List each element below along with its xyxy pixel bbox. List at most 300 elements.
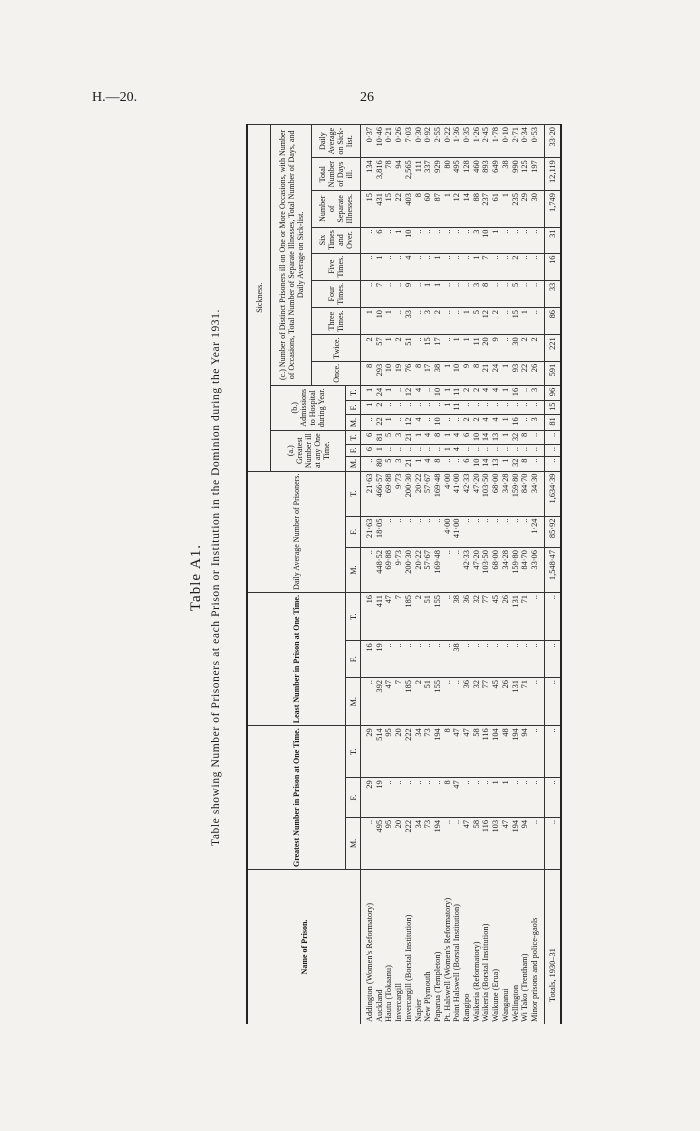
sub-m: M. (346, 817, 361, 869)
sub-f: F. (346, 445, 361, 457)
greatest-f: 1 (501, 778, 511, 818)
daily-t: 103·50 (481, 471, 491, 516)
count-once: 24 (491, 361, 501, 385)
daily-f: 18·05 (375, 516, 385, 548)
count-twice: 2 (530, 335, 544, 362)
count-four: .. (414, 280, 424, 307)
sick-a-m: 14 (481, 456, 491, 471)
daily-f: .. (462, 516, 472, 548)
total-days: 111 (414, 158, 424, 191)
count-twice: 51 (404, 335, 414, 362)
count-six: .. (433, 227, 443, 253)
daily-t: 34·30 (530, 471, 544, 516)
count-once: 22 (520, 361, 530, 385)
sick-a-t: 1 (414, 430, 424, 444)
col-header-three: Three Times. (312, 308, 361, 335)
table-row (472, 125, 482, 1025)
daily-t: 41·00 (452, 471, 462, 516)
prison-name: Wanganui (501, 870, 511, 1025)
count-once: 293 (375, 361, 385, 385)
count-four: 3 (472, 280, 482, 307)
daily-average-sick: 0·22 (443, 125, 453, 158)
daily-t: 4·00 (443, 471, 453, 516)
table-row (511, 125, 521, 1025)
sick-a-m: 1 (414, 456, 424, 471)
table-row (433, 125, 443, 1025)
sick-a-t: 6 (462, 430, 472, 444)
total-days: 125 (520, 158, 530, 191)
count-three: .. (452, 308, 462, 335)
sick-b-f: .. (433, 400, 443, 415)
least-m: 51 (423, 678, 433, 726)
least-m: 32 (472, 678, 482, 726)
count-five: 1 (375, 253, 385, 280)
least-t: 71 (520, 593, 530, 641)
daily-f: .. (481, 516, 491, 548)
count-once: 591 (544, 361, 561, 385)
count-five: 1 (433, 253, 443, 280)
greatest-m: 58 (472, 817, 482, 869)
count-four: 5 (511, 280, 521, 307)
count-five: 1 (472, 253, 482, 280)
daily-f: 21·63 (361, 516, 375, 548)
least-m: 36 (462, 678, 472, 726)
daily-m: 1,548·47 (544, 548, 561, 593)
sick-a-t: 1 (443, 430, 453, 444)
count-twice: 1 (452, 335, 462, 362)
prison-name: Waikeria (Reformatory) (472, 870, 482, 1025)
least-f: .. (414, 641, 424, 678)
sub-f: F. (346, 516, 361, 548)
col-header-daily-avg: Daily Average on Sick-list. (312, 125, 361, 158)
table-row (481, 125, 491, 1025)
greatest-m: 495 (375, 817, 385, 869)
count-four: .. (394, 280, 404, 307)
sick-a-m: 21 (404, 456, 414, 471)
daily-m: 47·20 (472, 548, 482, 593)
sick-a-f: .. (414, 445, 424, 457)
prison-name: Totals, 1930–31 (544, 870, 561, 1025)
least-m: 77 (481, 678, 491, 726)
least-f: .. (511, 641, 521, 678)
sick-a-t: 14 (481, 430, 491, 444)
sub-t: T. (346, 593, 361, 641)
count-once: 9 (462, 361, 472, 385)
greatest-t: 29 (361, 726, 375, 778)
sick-b-f: 1 (361, 400, 375, 415)
daily-f: .. (501, 516, 511, 548)
least-m: 131 (511, 678, 521, 726)
count-four: .. (520, 280, 530, 307)
sick-b-m: 4 (414, 415, 424, 431)
count-five: 2 (511, 253, 521, 280)
sick-a-f: .. (394, 445, 404, 457)
least-t: 2 (414, 593, 424, 641)
greatest-f: 8 (443, 778, 453, 818)
sick-a-m: 8 (433, 456, 443, 471)
total-days: 128 (462, 158, 472, 191)
total-days: 78 (384, 158, 394, 191)
count-three: 1 (462, 308, 472, 335)
greatest-f: .. (511, 778, 521, 818)
least-f: .. (530, 641, 544, 678)
daily-m: 84·70 (520, 548, 530, 593)
count-six: .. (520, 227, 530, 253)
sick-b-m: .. (520, 415, 530, 431)
separate-illnesses: 237 (481, 191, 491, 227)
total-days: 893 (481, 158, 491, 191)
daily-f: .. (491, 516, 501, 548)
sick-b-m: 2 (472, 415, 482, 431)
table-row (404, 125, 414, 1025)
table-row (452, 125, 462, 1025)
sick-b-m: 16 (511, 415, 521, 431)
sick-b-f: 2 (375, 400, 385, 415)
prison-name: Minor prisons and police-gaols (530, 870, 544, 1025)
least-t: 77 (481, 593, 491, 641)
total-days: 134 (361, 158, 375, 191)
sick-b-f: 1 (443, 400, 453, 415)
daily-t: 57·67 (423, 471, 433, 516)
least-f: .. (394, 641, 404, 678)
sick-b-t: 10 (433, 385, 443, 400)
least-f: .. (481, 641, 491, 678)
sick-a-t: 3 (394, 430, 404, 444)
sick-b-f: .. (491, 400, 501, 415)
least-f: .. (443, 641, 453, 678)
prison-name: Invercargill (Borstal Institution) (404, 870, 414, 1025)
daily-m: 200·30 (404, 548, 414, 593)
sick-a-f: .. (491, 445, 501, 457)
sick-a-m: 4 (423, 456, 433, 471)
table-body (361, 125, 562, 1025)
totals-row (544, 125, 561, 1025)
separate-illnesses: 29 (520, 191, 530, 227)
greatest-t: 194 (433, 726, 443, 778)
greatest-m: 20 (394, 817, 404, 869)
sick-b-t: 24 (375, 385, 385, 400)
sick-b-f: .. (384, 400, 394, 415)
table-row (384, 125, 394, 1025)
least-t: 411 (375, 593, 385, 641)
count-twice: .. (414, 335, 424, 362)
greatest-t: 116 (481, 726, 491, 778)
count-three: .. (443, 308, 453, 335)
separate-illnesses: 12 (452, 191, 462, 227)
count-twice: 30 (511, 335, 521, 362)
count-twice: 221 (544, 335, 561, 362)
table-row (530, 125, 544, 1025)
separate-illnesses: 60 (423, 191, 433, 227)
daily-m: .. (452, 548, 462, 593)
separate-illnesses: 1,749 (544, 191, 561, 227)
least-m: 185 (404, 678, 414, 726)
sick-a-t: 81 (375, 430, 385, 444)
least-t: 38 (452, 593, 462, 641)
count-twice: 11 (472, 335, 482, 362)
daily-f: 85·92 (544, 516, 561, 548)
greatest-m: 47 (462, 817, 472, 869)
prisoners-table (246, 124, 562, 1024)
count-five: 16 (544, 253, 561, 280)
daily-m: 69·88 (384, 548, 394, 593)
count-six: .. (462, 227, 472, 253)
daily-m: 448·52 (375, 548, 385, 593)
count-four: 8 (481, 280, 491, 307)
greatest-f: .. (481, 778, 491, 818)
least-t: 26 (501, 593, 511, 641)
count-six: .. (452, 227, 462, 253)
table-row (375, 125, 385, 1025)
daily-average-sick: 2·45 (481, 125, 491, 158)
sick-b-m: 4 (491, 415, 501, 431)
count-twice: .. (443, 335, 453, 362)
least-m: 155 (433, 678, 443, 726)
sick-a-f: .. (384, 445, 394, 457)
greatest-m: .. (361, 817, 375, 869)
sick-b-f: 15 (544, 400, 561, 415)
separate-illnesses: 61 (491, 191, 501, 227)
count-six: 10 (404, 227, 414, 253)
count-four: .. (462, 280, 472, 307)
sick-a-f: .. (520, 445, 530, 457)
count-twice: 20 (481, 335, 491, 362)
sick-b-t: 4 (481, 385, 491, 400)
col-header-separate: Number of Separate Illnesses. (312, 191, 361, 227)
count-once: 19 (394, 361, 404, 385)
sick-b-t: 1 (361, 385, 375, 400)
daily-f: 4·00 (443, 516, 453, 548)
sick-b-t: .. (394, 385, 404, 400)
daily-average-sick: 0·21 (384, 125, 394, 158)
prison-name: Paparua (Templeton) (433, 870, 443, 1025)
count-six: .. (501, 227, 511, 253)
separate-illnesses: 403 (404, 191, 414, 227)
sick-a-m: 1 (501, 456, 511, 471)
sub-m: M. (346, 678, 361, 726)
sick-b-t: .. (423, 385, 433, 400)
sick-b-m: .. (452, 415, 462, 431)
prison-name: New Plymouth (423, 870, 433, 1025)
sick-b-f: .. (423, 400, 433, 415)
least-f: .. (423, 641, 433, 678)
count-three: 1 (361, 308, 375, 335)
sick-b-f: .. (520, 400, 530, 415)
sub-t: T. (346, 385, 361, 400)
least-f: .. (491, 641, 501, 678)
table-row (443, 125, 453, 1025)
daily-f: .. (414, 516, 424, 548)
sick-a-t: 32 (511, 430, 521, 444)
prison-name: Addington (Women's Reformatory) (361, 870, 375, 1025)
daily-t: 1,634·39 (544, 471, 561, 516)
sick-a-t: 13 (491, 430, 501, 444)
least-f: .. (384, 641, 394, 678)
count-once: 10 (384, 361, 394, 385)
count-four: .. (443, 280, 453, 307)
sick-b-t: 1 (443, 385, 453, 400)
daily-f: .. (433, 516, 443, 548)
total-days: 94 (394, 158, 404, 191)
sick-a-f: 6 (361, 445, 375, 457)
sick-b-m: 2 (462, 415, 472, 431)
count-five: .. (361, 253, 375, 280)
count-twice: 1 (462, 335, 472, 362)
greatest-m: 194 (433, 817, 443, 869)
least-m: 45 (491, 678, 501, 726)
daily-m: 33·06 (530, 548, 544, 593)
daily-average-sick: 1·78 (491, 125, 501, 158)
count-four: .. (384, 280, 394, 307)
count-three: 3 (423, 308, 433, 335)
sick-b-m: 81 (544, 415, 561, 431)
least-t: 32 (472, 593, 482, 641)
col-header-sick-b: (b.) Admissions to Hospital during Year. (271, 385, 346, 430)
daily-f: 41·00 (452, 516, 462, 548)
total-days: 3,816 (375, 158, 385, 191)
col-header-five: Five Times. (312, 253, 361, 280)
least-t: 155 (433, 593, 443, 641)
count-four: 7 (375, 280, 385, 307)
daily-f: .. (394, 516, 404, 548)
count-four: .. (452, 280, 462, 307)
table-title: Table A1. (188, 543, 204, 612)
sick-b-m: 1 (384, 415, 394, 431)
sick-a-t: 21 (404, 430, 414, 444)
daily-average-sick: 0·92 (423, 125, 433, 158)
greatest-t: 95 (384, 726, 394, 778)
greatest-t: 8 (443, 726, 453, 778)
count-three: 10 (375, 308, 385, 335)
greatest-t: 58 (472, 726, 482, 778)
count-six: 1 (394, 227, 404, 253)
greatest-m: 47 (501, 817, 511, 869)
greatest-m: 95 (384, 817, 394, 869)
greatest-m: 194 (511, 817, 521, 869)
least-f: .. (501, 641, 511, 678)
sick-b-m: 1 (501, 415, 511, 431)
daily-average-sick: 1·36 (452, 125, 462, 158)
daily-t: 84·70 (520, 471, 530, 516)
sub-t: T. (346, 430, 361, 444)
col-header-six: Six Times and Over. (312, 227, 361, 253)
daily-f: 1·24 (530, 516, 544, 548)
total-days: 649 (491, 158, 501, 191)
count-three: .. (530, 308, 544, 335)
rotated-table-block (188, 125, 700, 1030)
daily-t: 169·48 (433, 471, 443, 516)
total-days: 495 (452, 158, 462, 191)
daily-m: 169·48 (433, 548, 443, 593)
greatest-t: 514 (375, 726, 385, 778)
greatest-t: 48 (501, 726, 511, 778)
sick-a-t: 10 (472, 430, 482, 444)
sick-a-f: .. (472, 445, 482, 457)
sick-a-m: 13 (491, 456, 501, 471)
sick-b-t: 3 (530, 385, 544, 400)
greatest-t: 194 (511, 726, 521, 778)
daily-f: .. (520, 516, 530, 548)
total-days: 990 (511, 158, 521, 191)
greatest-f: .. (404, 778, 414, 818)
greatest-f: .. (423, 778, 433, 818)
table-row (414, 125, 424, 1025)
greatest-f: .. (384, 778, 394, 818)
sick-b-f: 11 (452, 400, 462, 415)
sick-a-f: .. (544, 445, 561, 457)
sick-b-t: 1 (501, 385, 511, 400)
daily-average-sick: 33·20 (544, 125, 561, 158)
greatest-t: 73 (423, 726, 433, 778)
count-five: .. (501, 253, 511, 280)
sick-b-t: 96 (544, 385, 561, 400)
count-five: .. (452, 253, 462, 280)
daily-m: 103·50 (481, 548, 491, 593)
least-f: .. (404, 641, 414, 678)
separate-illnesses: 1 (443, 191, 453, 227)
sick-a-f: 4 (452, 445, 462, 457)
count-five: .. (384, 253, 394, 280)
count-five: .. (423, 253, 433, 280)
sick-a-m: .. (361, 456, 375, 471)
count-four: 1 (433, 280, 443, 307)
least-t: 131 (511, 593, 521, 641)
count-four: .. (361, 280, 375, 307)
total-days: 38 (501, 158, 511, 191)
prison-name: Auckland (375, 870, 385, 1025)
count-once: 8 (472, 361, 482, 385)
sick-b-f: .. (404, 400, 414, 415)
count-three: .. (414, 308, 424, 335)
total-days: 337 (423, 158, 433, 191)
table-row (361, 125, 375, 1025)
sick-a-m: 6 (462, 456, 472, 471)
separate-illnesses: 15 (361, 191, 375, 227)
daily-average-sick: 7·03 (404, 125, 414, 158)
separate-illnesses: 14 (462, 191, 472, 227)
col-header-least: Least Number in Prison at One Time. (247, 593, 346, 726)
daily-f: .. (511, 516, 521, 548)
greatest-t: 34 (414, 726, 424, 778)
separate-illnesses: 87 (433, 191, 443, 227)
sick-b-t: 11 (452, 385, 462, 400)
prison-name: Point Halswell (Borstal Institution) (452, 870, 462, 1025)
count-twice: 9 (491, 335, 501, 362)
daily-t: 69·88 (384, 471, 394, 516)
greatest-m: 116 (481, 817, 491, 869)
least-f: .. (433, 641, 443, 678)
count-six: 10 (481, 227, 491, 253)
greatest-m: .. (443, 817, 453, 869)
total-days: 12,119 (544, 158, 561, 191)
sick-a-f: 1 (375, 445, 385, 457)
sick-a-f: .. (481, 445, 491, 457)
sick-a-m: 80 (375, 456, 385, 471)
daily-t: 47·20 (472, 471, 482, 516)
sick-a-m: 8 (520, 456, 530, 471)
sick-a-t: .. (544, 430, 561, 444)
col-header-once: Once. (312, 361, 361, 385)
sick-b-m: .. (394, 415, 404, 431)
prison-name: Pt. Halswell (Women's Reformatory) (443, 870, 453, 1025)
total-days: 80 (443, 158, 453, 191)
count-three: .. (501, 308, 511, 335)
count-six: 31 (544, 227, 561, 253)
least-m: .. (544, 678, 561, 726)
table-row (491, 125, 501, 1025)
count-four: 9 (404, 280, 414, 307)
count-four: 1 (423, 280, 433, 307)
